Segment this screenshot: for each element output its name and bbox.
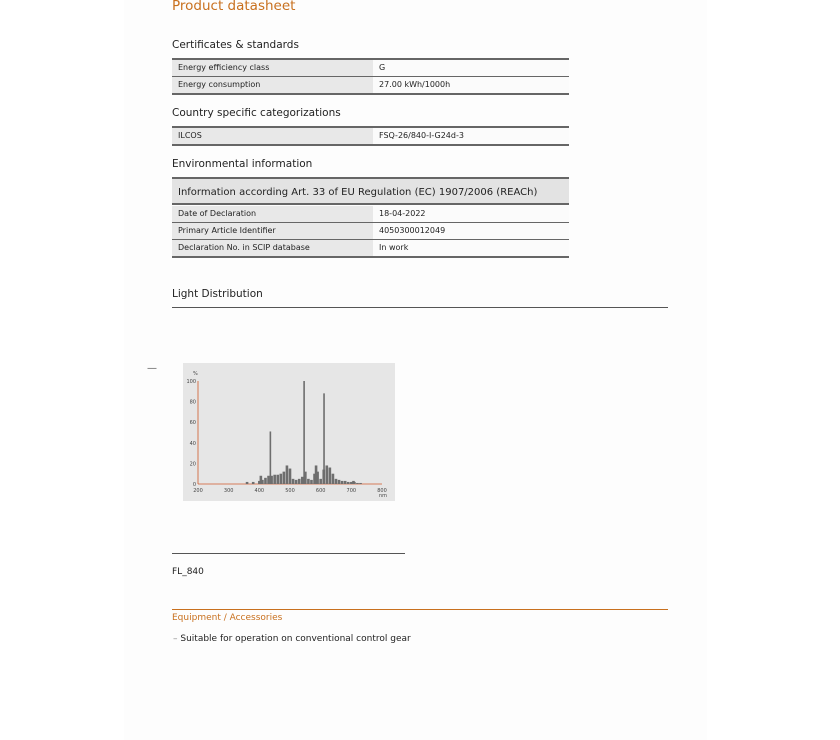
table-row — [172, 128, 569, 146]
x-tick-label: 500 — [285, 488, 295, 494]
spectrum-bar — [307, 479, 310, 484]
spectrum-bar — [286, 465, 289, 484]
y-tick-label: 0 — [192, 482, 196, 488]
x-tick-label: 700 — [346, 488, 357, 494]
row-label: ILCOS — [172, 128, 373, 144]
spectrum-bar — [303, 381, 305, 484]
spectrum-bar — [289, 469, 292, 484]
table-row — [172, 206, 569, 223]
spectrum-bar — [280, 474, 283, 484]
row-value: FSQ-26/840-I-G24d-3 — [373, 128, 569, 144]
spectrum-bar — [270, 476, 273, 484]
x-tick-label: 400 — [254, 488, 265, 494]
spectrum-bar — [273, 475, 276, 484]
row-label: Declaration No. in SCIP database — [172, 240, 373, 256]
section-divider — [172, 307, 668, 308]
x-tick-label: 600 — [315, 488, 326, 494]
x-tick-label: 200 — [193, 488, 203, 494]
row-label: Energy consumption — [172, 77, 373, 93]
x-tick-label: 300 — [223, 488, 234, 494]
x-axis-label: nm — [379, 493, 388, 499]
accessories-heading: Equipment / Accessories — [172, 613, 283, 623]
light-distribution-heading: Light Distribution — [172, 288, 263, 300]
spectrum-bar — [319, 479, 322, 484]
accessories-divider — [172, 609, 668, 610]
row-value: 27.00 kWh/1000h — [373, 77, 569, 93]
row-value: 4050300012049 — [373, 223, 569, 239]
spectrum-bar — [341, 481, 344, 484]
table-row — [172, 60, 569, 77]
spectrum-chart — [183, 363, 395, 501]
row-value: 18-04-2022 — [373, 206, 569, 222]
spectrum-bar — [335, 479, 338, 484]
country-heading: Country specific categorizations — [172, 107, 341, 119]
table-row — [172, 240, 569, 258]
bullet-dash-icon: – — [173, 634, 181, 644]
spectrum-bar — [353, 482, 356, 484]
table-row — [172, 77, 569, 95]
spectrum-bar — [301, 477, 304, 484]
spectrum-bar — [323, 393, 325, 484]
spectrum-bar — [295, 480, 298, 484]
certificates-table — [172, 58, 569, 95]
section-marker: — — [147, 363, 157, 374]
spectrum-bar — [329, 468, 332, 484]
reach-table — [172, 206, 569, 258]
y-tick-label: 80 — [189, 399, 196, 406]
spectrum-bar — [356, 483, 359, 484]
spectrum-bar — [261, 480, 264, 484]
spectrum-bar — [298, 479, 301, 484]
row-label: Primary Article Identifier — [172, 223, 373, 239]
spectrum-bar — [316, 472, 319, 484]
y-axis-label: % — [193, 371, 198, 377]
row-label: Energy efficiency class — [172, 60, 373, 76]
spectrum-bar — [292, 479, 295, 484]
x-tick-label: 800 — [377, 488, 387, 494]
row-label: Date of Declaration — [172, 206, 373, 222]
spectrum-bar — [347, 482, 350, 484]
spectrum-bar — [267, 476, 270, 484]
chart-caption: FL_840 — [172, 567, 204, 577]
y-tick-label: 40 — [189, 440, 196, 447]
list-item — [173, 634, 411, 644]
spectrum-bar — [283, 472, 286, 484]
row-value: In work — [373, 240, 569, 256]
spectrum-bar — [338, 480, 341, 484]
environment-heading: Environmental information — [172, 158, 313, 170]
spectrum-bar — [332, 474, 335, 484]
spectrum-bar — [264, 478, 267, 484]
country-table — [172, 126, 569, 146]
y-tick-label: 100 — [186, 379, 196, 385]
spectrum-bar — [276, 475, 279, 484]
spectrum-bar — [359, 483, 362, 484]
chart-underline — [172, 553, 405, 554]
list-item-text: Suitable for operation on conventional control gear — [180, 634, 411, 644]
row-value: G — [373, 60, 569, 76]
spectrum-bar — [304, 472, 307, 484]
spectrum-bar — [252, 482, 255, 484]
spectrum-bar — [344, 481, 347, 484]
certificates-heading: Certificates & standards — [172, 39, 299, 51]
spectrum-bar — [246, 482, 249, 484]
reach-heading: Information according Art. 33 of EU Regulation (EC) 1907/2006 (REACh) — [172, 177, 569, 205]
table-row — [172, 223, 569, 240]
y-tick-label: 20 — [189, 461, 196, 468]
spectrum-bar — [310, 480, 313, 484]
spectrum-bar — [326, 465, 329, 484]
y-tick-label: 60 — [189, 420, 196, 427]
page-title: Product datasheet — [172, 0, 296, 14]
